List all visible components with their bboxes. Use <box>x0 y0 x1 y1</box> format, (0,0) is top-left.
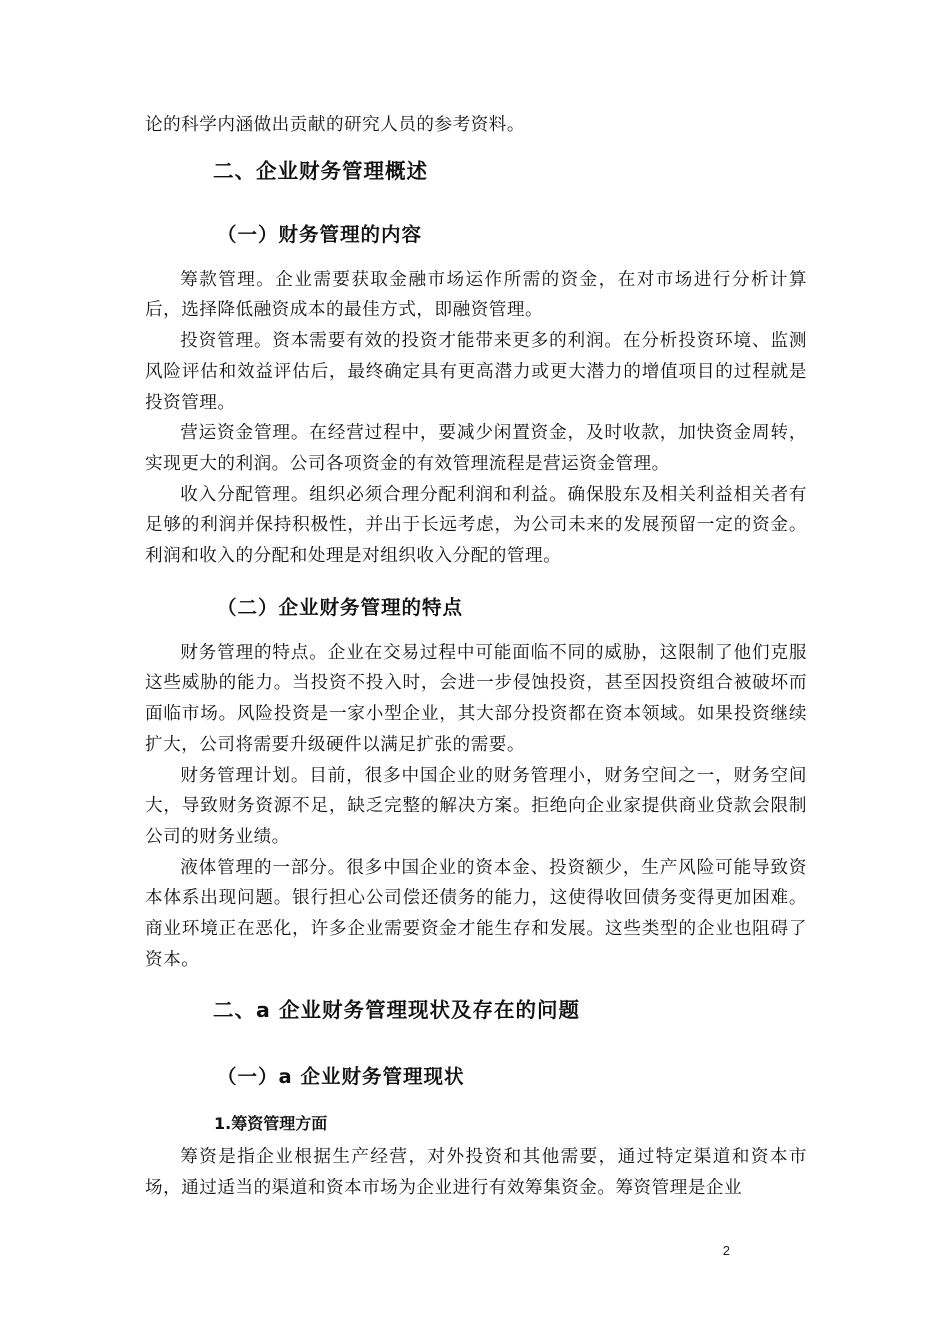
paragraph-characteristics: 财务管理的特点。企业在交易过程中可能面临不同的威胁，这限制了他们克服这些威胁的能力。当投资不投入时，会进一步侵蚀投资，甚至因投资组合被破坏而面临市场。风险投资是一家小型企业，其大部分投资都在资本领域。如果投资继续扩大，公司将需要升级硬件以满足扩张的需要。 <box>145 642 807 755</box>
paragraph-fundraising: 筹款管理。企业需要获取金融市场运作所需的资金，在对市场进行分析计算后，选择降低融资成本的最佳方式，即融资管理。 <box>145 269 807 321</box>
page-content <box>145 110 807 1204</box>
subsection-heading-content: （一）财务管理的内容 <box>217 222 423 246</box>
section-heading-overview: 二、企业财务管理概述 <box>213 158 428 183</box>
page-number: 2 <box>722 1243 730 1258</box>
paragraph-financing: 筹资是指企业根据生产经营，对外投资和其他需要，通过特定渠道和资本市场，通过适当的渠道和资本市场为企业进行有效筹集资金。筹资管理是企业 <box>145 1147 807 1199</box>
paragraph-working-capital: 营运资金管理。在经营过程中，要减少闲置资金，及时收款，加快资金周转，实现更大的利润。公司各项资金的有效管理流程是营运资金管理。 <box>145 423 807 474</box>
item-heading-financing: 1.筹资管理方面 <box>214 1114 328 1134</box>
paragraph-investment: 投资管理。资本需要有效的投资才能带来更多的利润。在分析投资环境、监测风险评估和效益评估后，最终确定具有更高潜力或更大潜力的增值项目的过程就是投资管理。 <box>145 331 807 413</box>
subsection-heading-status: （一）a 企业财务管理现状 <box>217 1065 465 1089</box>
paragraph-planning: 财务管理计划。目前，很多中国企业的财务管理小，财务空间之一，财务空间大，导致财务资源不足，缺乏完整的解决方案。拒绝向企业家提供商业贷款会限制公司的财务业绩。 <box>145 765 807 847</box>
paragraph-income-distribution: 收入分配管理。组织必须合理分配利润和利益。确保股东及相关利益相关者有足够的利润并保持积极性，并出于长远考虑，为公司未来的发展预留一定的资金。利润和收入的分配和处理是对组织收入分配的管理。 <box>145 484 807 567</box>
paragraph-liquidity: 液体管理的一部分。很多中国企业的资本金、投资额少，生产风险可能导致资本体系出现问题。银行担心公司偿还债务的能力，这使得收回债务变得更加困难。商业环境正在恶化，许多企业需要资金才能生存和发展。这些类型的企业也阻碍了资本。 <box>145 857 807 970</box>
subsection-heading-characteristics: （二）企业财务管理的特点 <box>217 595 464 619</box>
section-heading-status-problems: 二、a 企业财务管理现状及存在的问题 <box>213 998 580 1023</box>
opening-fragment: 论的科学内涵做出贡献的研究人员的参考资料。 <box>145 115 525 135</box>
